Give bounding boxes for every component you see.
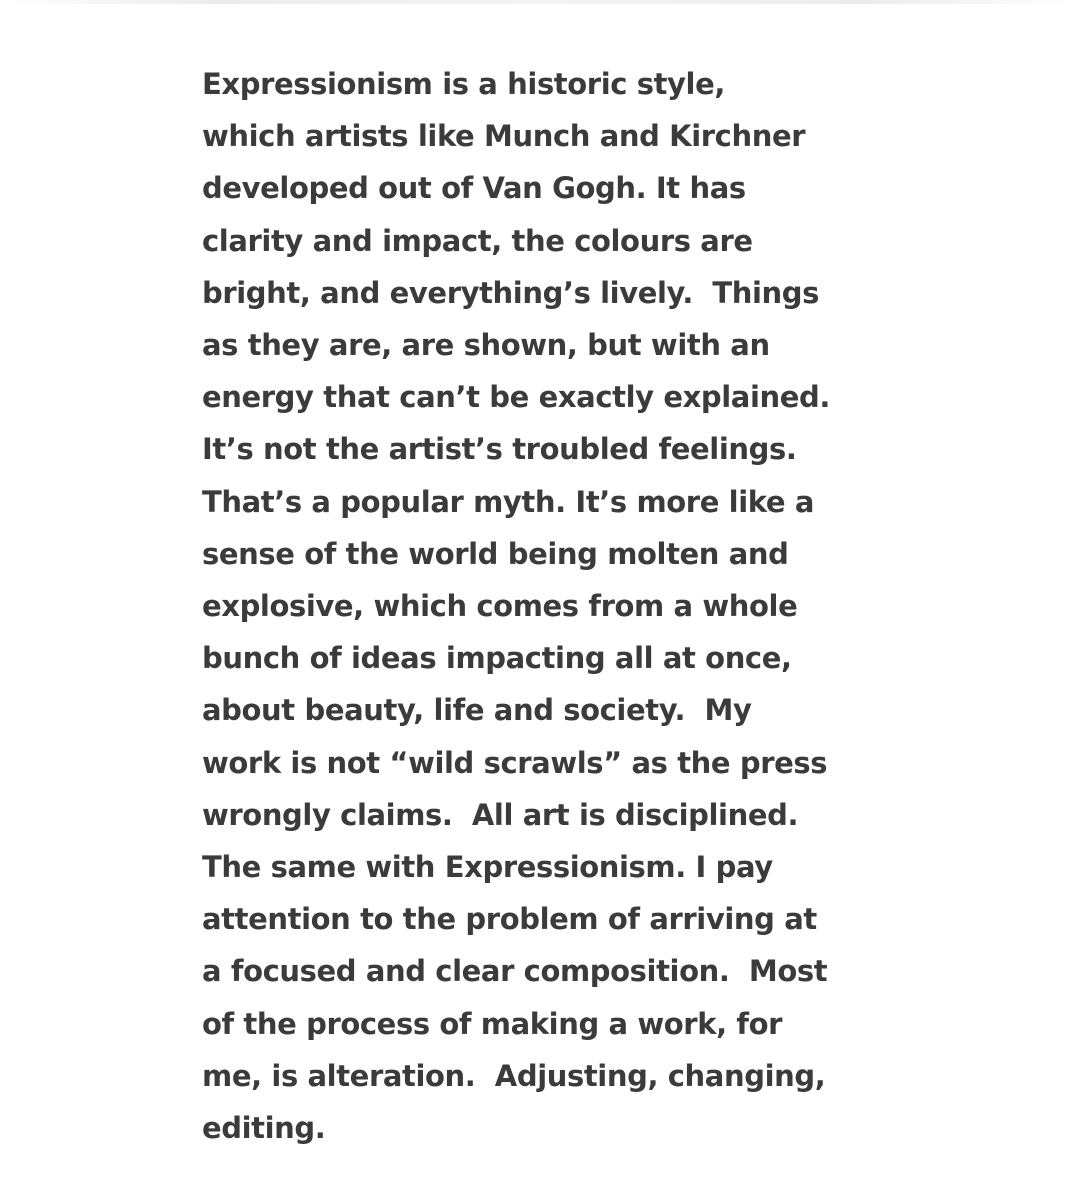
text-line: me, is alteration. Adjusting, changing, — [202, 1058, 826, 1093]
text-line: The same with Expressionism. I pay — [202, 850, 773, 885]
text-line: Expressionism is a historic style, — [202, 67, 725, 101]
text-line: sense of the world being molten and — [202, 536, 789, 571]
text-line: which artists like Munch and Kirchner — [202, 119, 806, 154]
text-line: energy that can’t be exactly explained. — [202, 380, 830, 415]
text-line: clarity and impact, the colours are — [202, 223, 753, 258]
text-line: explosive, which comes from a whole — [202, 589, 798, 624]
text-line: as they are, are shown, but with an — [202, 328, 770, 363]
text-line: That’s a popular myth. It’s more like a — [202, 484, 814, 519]
text-line: bright, and everything’s lively. Things — [202, 275, 820, 310]
top-edge-shadow — [0, 0, 1081, 4]
text-line: developed out of Van Gogh. It has — [202, 171, 746, 206]
text-line: about beauty, life and society. My — [202, 693, 752, 728]
text-line: bunch of ideas impacting all at once, — [202, 641, 792, 676]
text-line: of the process of making a work, for — [202, 1006, 783, 1041]
text-line: work is not “wild scrawls” as the press — [202, 745, 828, 780]
note-body-text — [202, 58, 922, 1154]
text-line: wrongly claims. All art is disciplined. — [202, 797, 799, 832]
text-line: It’s not the artist’s troubled feelings. — [202, 432, 797, 467]
text-line: attention to the problem of arriving at — [202, 902, 817, 937]
text-line: editing. — [202, 1111, 326, 1146]
text-line: a focused and clear composition. Most — [202, 954, 828, 989]
